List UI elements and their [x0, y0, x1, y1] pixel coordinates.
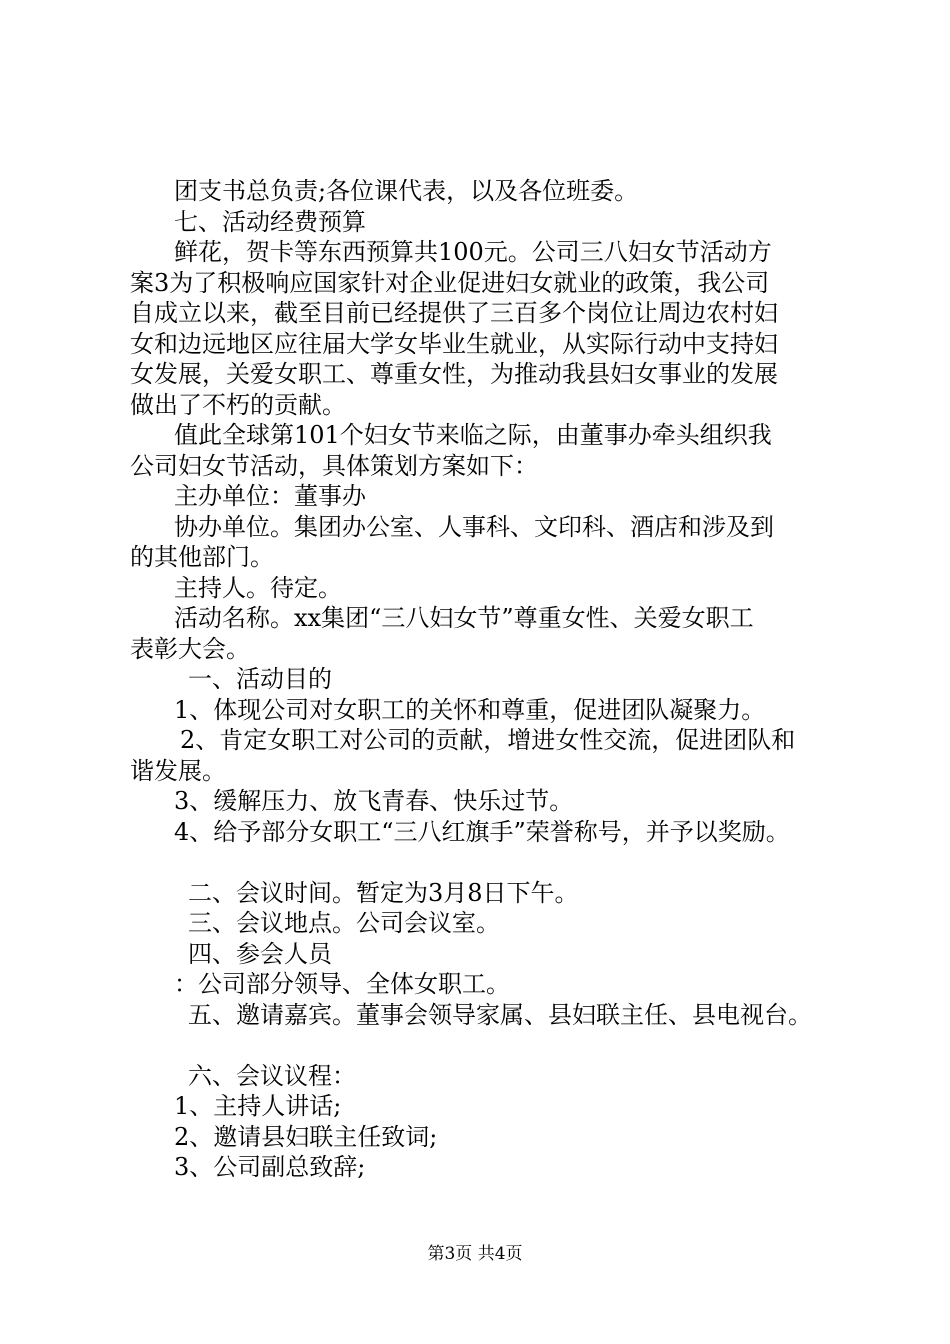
text-line: 协办单位。集团办公室、人事科、文印科、酒店和涉及到	[174, 512, 774, 541]
section-heading: 三、会议地点。公司会议室。	[188, 909, 500, 937]
list-item: 4、给予部分女职工“三八红旗手”荣誉称号，并予以奖励。	[174, 817, 790, 846]
section-heading: 六、会议议程：	[188, 1061, 356, 1090]
text-line: 表彰大会。	[130, 634, 250, 663]
list-item: 2、邀请县妇联主任致词;	[174, 1122, 438, 1151]
section-heading: 二、会议时间。暂定为3月8日下午。	[188, 878, 579, 907]
text-line: 女和边远地区应往届大学女毕业生就业，从实际行动中支持妇	[130, 329, 778, 358]
list-item: 1、主持人讲话;	[174, 1092, 342, 1120]
list-item: 3、缓解压力、放飞青春、快乐过节。	[174, 787, 574, 815]
blank-line	[130, 847, 850, 878]
text-line: ：公司部分领导、全体女职工。	[174, 970, 510, 998]
text-line: 案3为了积极响应国家针对企业促进妇女就业的政策，我公司	[130, 268, 770, 297]
text-line: 活动名称。xx集团“三八妇女节”尊重女性、关爱女职工	[174, 604, 754, 632]
list-item: 1、体现公司对女职工的关怀和尊重，促进团队凝聚力。	[174, 695, 766, 724]
list-item: 3、公司副总致辞;	[174, 1153, 366, 1181]
text-line: 女发展，关爱女职工、尊重女性，为推动我县妇女事业的发展	[130, 360, 778, 388]
text-line: 团支书总负责;各位课代表，以及各位班委。	[174, 177, 639, 205]
text-line: 的其他部门。	[130, 543, 274, 571]
section-heading: 一、活动目的	[188, 665, 332, 693]
text-line: 主办单位：董事办	[174, 482, 366, 510]
section-heading: 五、邀请嘉宾。董事会领导家属、县妇联主任、县电视台。	[188, 1000, 812, 1029]
blank-line	[130, 1030, 850, 1061]
section-heading: 四、参会人员	[188, 939, 332, 968]
text-line: 公司妇女节活动，具体策划方案如下：	[130, 451, 538, 480]
text-line: 谐发展。	[130, 756, 226, 785]
section-heading: 七、活动经费预算	[174, 207, 366, 236]
document-body	[130, 176, 850, 1183]
text-line: 自成立以来，截至目前已经提供了三百多个岗位让周边农村妇	[130, 299, 778, 327]
page-number-footer: 第3页 共4页	[427, 1244, 523, 1264]
text-line: 做出了不朽的贡献。	[130, 390, 346, 419]
list-item: 2、肯定女职工对公司的贡献，增进女性交流，促进团队和	[180, 726, 796, 754]
text-line: 值此全球第101个妇女节来临之际，由董事办牵头组织我	[174, 421, 772, 449]
text-line: 鲜花，贺卡等东西预算共100元。公司三八妇女节活动方	[174, 238, 772, 266]
text-line: 主持人。待定。	[174, 573, 342, 602]
